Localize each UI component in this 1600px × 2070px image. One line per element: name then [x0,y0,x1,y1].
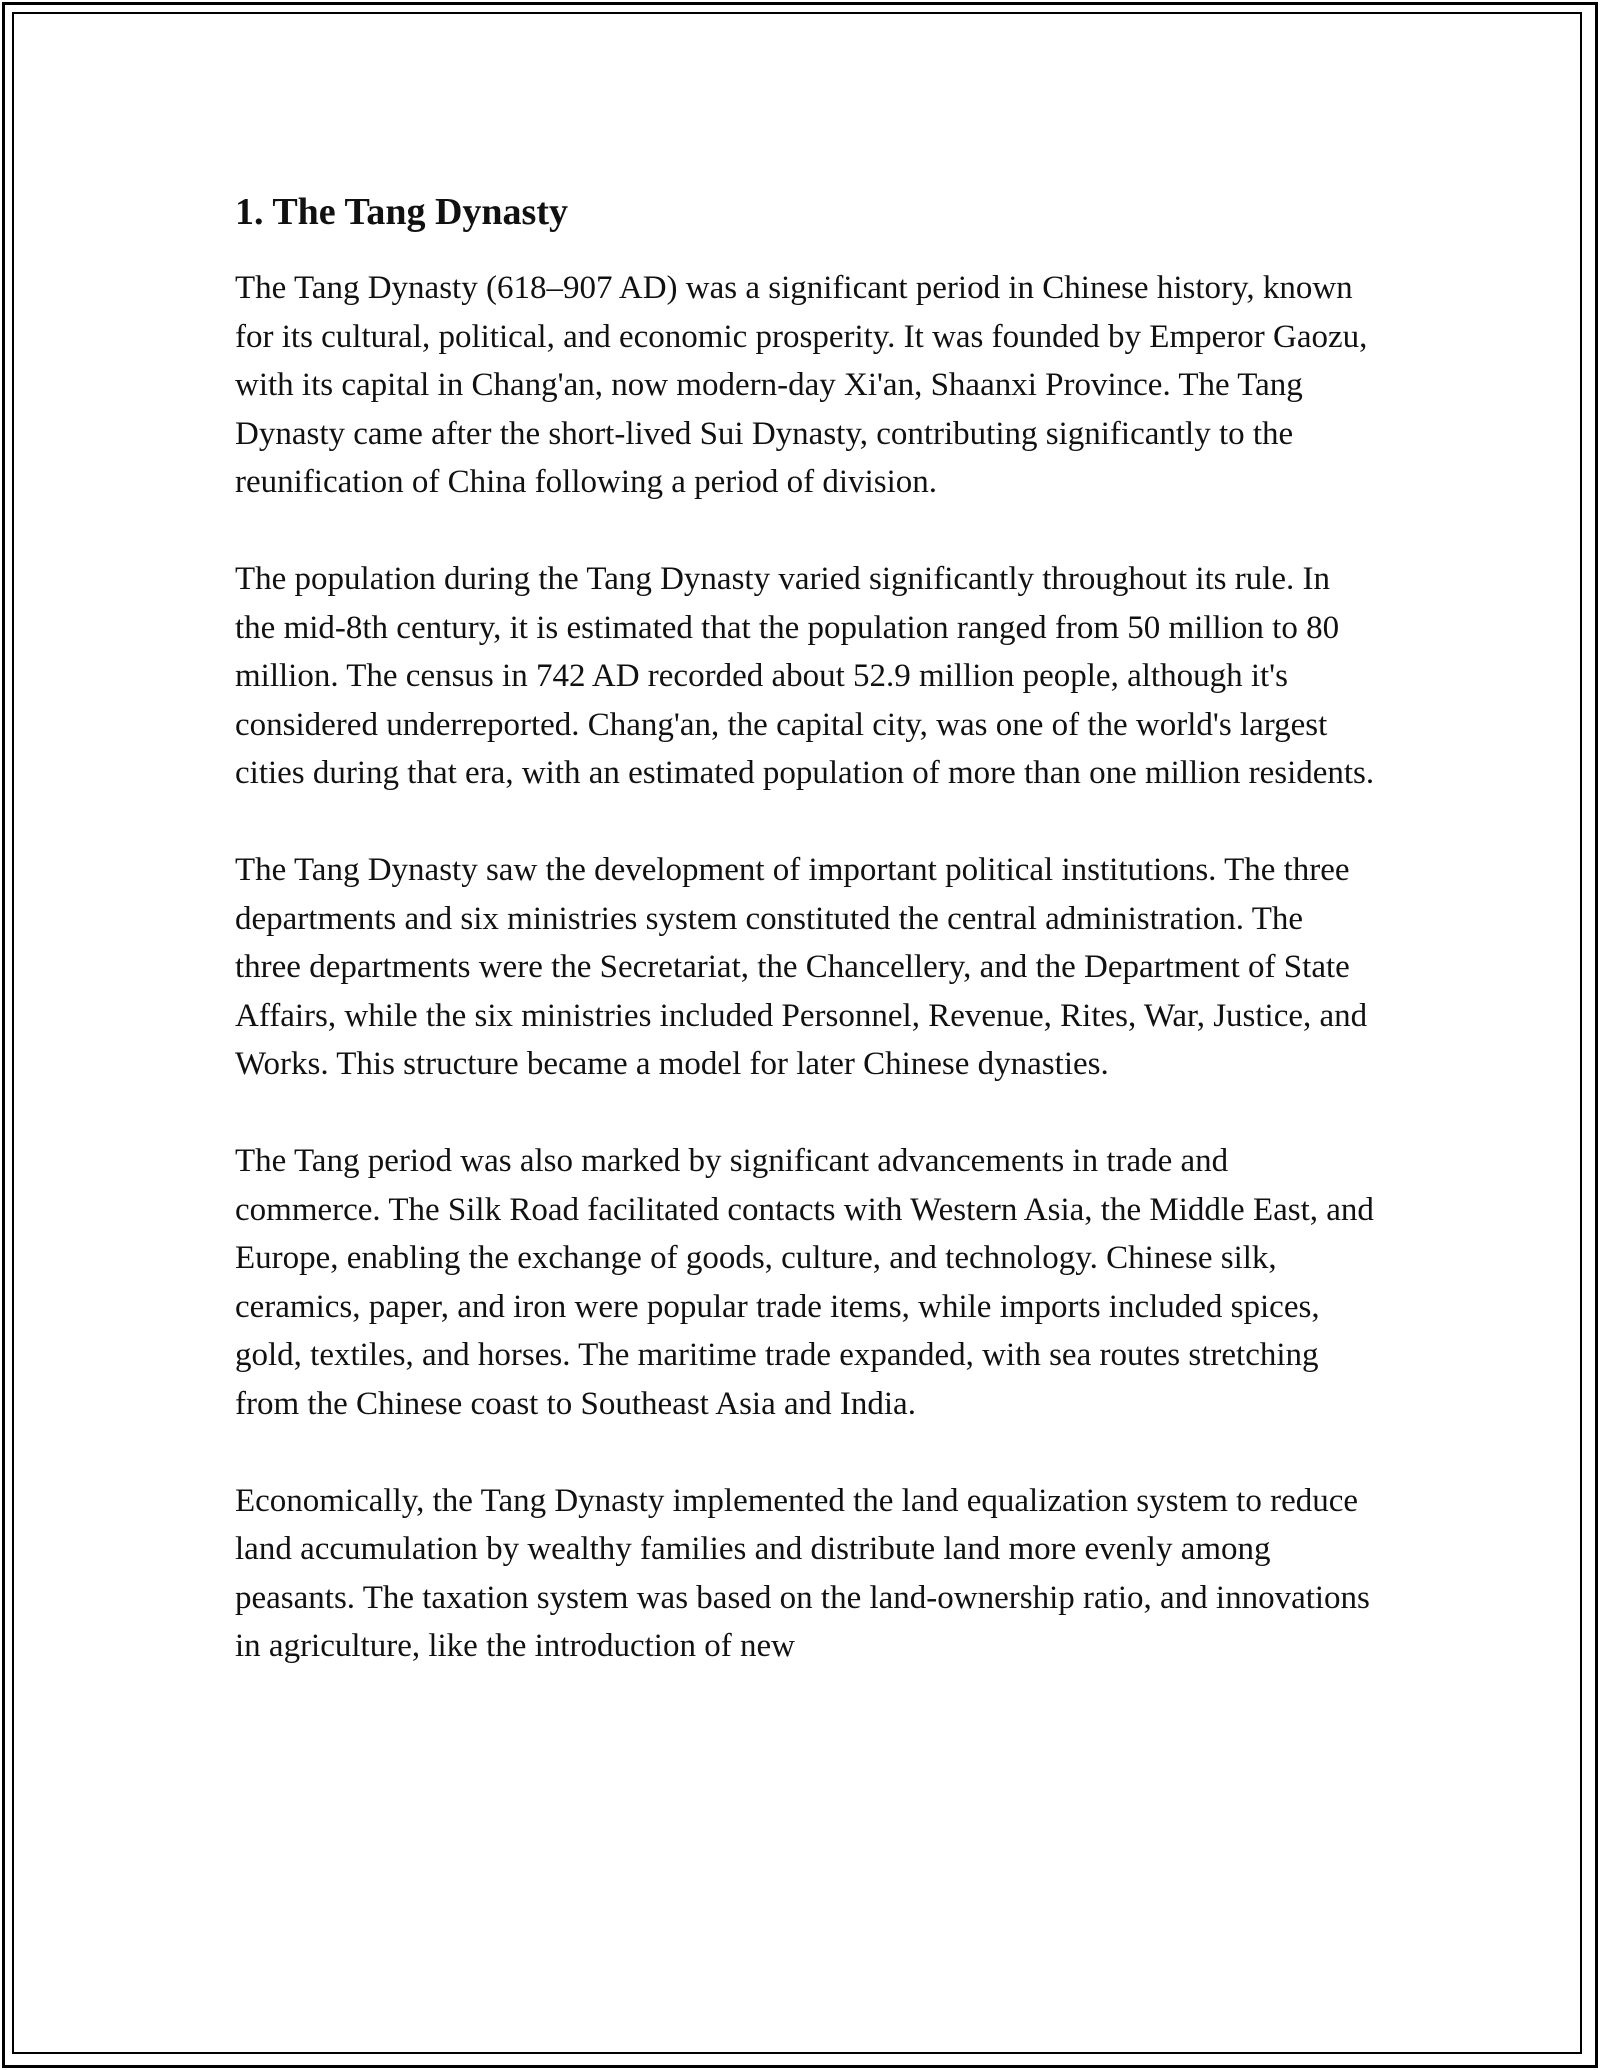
paragraph-political-institutions: The Tang Dynasty saw the development of important political institutions. The three departments and six ministries system constituted the central administration. The three departments were the Secretariat, the Chancellery, and the Department of State Affairs, while the six ministries included Personnel, Revenue, Rites, War, Justice, and Works. This structure became a model for later Chinese dynasties. [235,852,1368,1082]
paragraph-economy: Economically, the Tang Dynasty implemented the land equalization system to reduce land accumulation by wealthy families and distribute land more evenly among peasants. The taxation system was based on the land-ownership ratio, and innovations in agriculture, like the introduction of new [235,1482,1370,1664]
paragraph-overview: The Tang Dynasty (618–907 AD) was a significant period in Chinese history, known for its cultural, political, and economic prosperity. It was founded by Emperor Gaozu, with its capital in Chang'an, now modern-day Xi'an, Shaanxi Province. The Tang Dynasty came after the short-lived Sui Dynasty, contributing significantly to the reunification of China following a period of division. [235,270,1368,500]
paragraph-trade-commerce: The Tang period was also marked by significant advancements in trade and commerce. The Silk Road facilitated contacts with Western Asia, the Middle East, and Europe, enabling the exchange of goods, culture, and technology. Chinese silk, ceramics, paper, and iron were popular trade items, while imports included spices, gold, textiles, and horses. The maritime trade expanded, with sea routes stretching from the Chinese coast to Southeast Asia and India. [235,1143,1374,1422]
section-title: 1. The Tang Dynasty [235,191,568,233]
document-body [235,186,1375,1671]
paragraph-population: The population during the Tang Dynasty varied significantly throughout its rule. In the mid-8th century, it is estimated that the population ranged from 50 million to 80 million. The census in 742 AD recorded about 52.9 million people, although it's considered underreported. Chang'an, the capital city, was one of the world's largest cities during that era, with an estimated population of more than one million residents. [235,561,1375,791]
